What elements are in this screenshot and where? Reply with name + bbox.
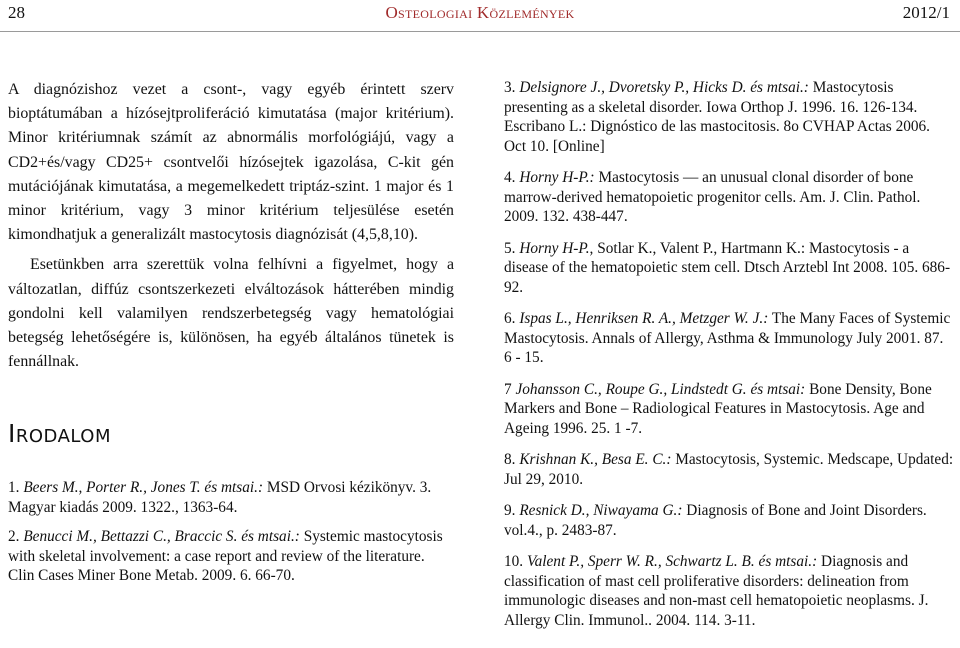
reference-text: MSD Orvosi kézikönyv. 3. Magyar kiadás 2009. 1322., 1363-64. — [8, 479, 432, 516]
reference-text: Diagnosis and classification of mast cell proliferative disorders: delineation from immunologic diseases and non-mast cell hematopoietic neoplasms. J. Allergy Clin. Immunol.. 2004. 114. 3-11. — [504, 553, 929, 629]
reference-item — [8, 527, 454, 586]
reference-authors: Ispas L., Henriksen R. A., Metzger W. J.: — [519, 310, 769, 327]
reference-number: 9. — [504, 502, 516, 519]
left-column — [8, 78, 454, 596]
reference-text: Sotlar K., Valent P., Hartmann K.: Mastocytosis - a disease of the hematopoietic stem cell. Dtsch Arztebl Int 2008. 105. 686-92. — [504, 239, 951, 296]
reference-text: Systemic mastocytosis with skeletal involvement: a case report and review of the literature. Clin Cases Miner Bone Metab. 2009. 6. 66-70. — [8, 528, 443, 585]
reference-authors: Resnick D., Niwayama G.: — [519, 502, 683, 519]
reference-item — [504, 552, 954, 630]
reference-text: Bone Density, Bone Markers and Bone – Radiological Features in Mastocytosis. Age and Ageing 1996. 25. 1 -7. — [504, 380, 932, 437]
reference-text: Mastocytosis — an unusual clonal disorder of bone marrow-derived hematopoietic progenitor cells. Am. J. Clin. Pathol. 2009. 132. 438-447. — [504, 169, 921, 225]
reference-authors: Krishnan K., Besa E. C.: — [519, 451, 672, 468]
reference-number: 3. — [504, 79, 516, 96]
reference-item — [8, 478, 454, 517]
references-heading: Irodalom — [8, 419, 111, 449]
reference-authors: Johansson C., Roupe G., Lindstedt G. és mtsai: — [515, 380, 806, 398]
page-number: 28 — [8, 3, 25, 22]
body-paragraph-1: A diagnózishoz vezet a csont-, vagy egyéb érintett szerv bioptátumában a hízósejtproliferáció kimutatása (major kritérium). Minor kritériumnak számít az abnormális morfológiájú, vagy a CD2+és/vagy CD25+ csontvelői hízósejtek igazolása, C-kit gén mutációjának kimutatása, a megemelkedett triptáz-szint. 1 major és 1 minor kritérium, vagy 3 minor kritérium teljesülése esetén kimondhatjuk a generalizált mastocytosis diagnózisát (4,5,8,10). — [8, 81, 454, 244]
reference-number: 7 — [504, 380, 512, 398]
reference-text: Diagnosis of Bone and Joint Disorders. vol.4., p. 2483-87. — [504, 502, 927, 539]
reference-authors: Horny H-P., — [519, 239, 594, 257]
right-column — [504, 78, 954, 642]
reference-item — [504, 380, 954, 439]
reference-number: 4. — [504, 169, 516, 186]
reference-number: 8. — [504, 451, 516, 468]
reference-text: Mastocytosis, Systemic. Medscape, Updated: Jul 29, 2010. — [504, 451, 954, 488]
reference-number: 5. — [504, 239, 516, 257]
reference-text: Mastocytosis presenting as a skeletal disorder. Iowa Orthop J. 1996. 16. 126-134. Escribano L.: Dignóstico de las mastocitosis. 8o CVHAP Actas 2006. Oct 10. [Online] — [504, 79, 931, 155]
issue-number: 2012/1 — [902, 3, 950, 22]
reference-authors: Benucci M., Bettazzi C., Braccic S. és mtsai.: — [23, 528, 300, 546]
reference-authors: Delsignore J., Dvoretsky P., Hicks D. és mtsai.: — [519, 79, 809, 96]
reference-number: 6. — [504, 310, 516, 327]
body-paragraph-2: Esetünkben arra szerettük volna felhívni a figyelmet, hogy a változatlan, diffúz csontszerkezeti elváltozások hátterében mindig gondolni kell valamilyen rendszerbetegség vagy hematológiai betegség lehetőségére is, különösen, ha egyéb általános tünetek is fennállnak. — [8, 256, 454, 371]
reference-number: 2. — [8, 528, 20, 546]
reference-number: 1. — [8, 479, 20, 497]
journal-title: Osteologiai Közlemények — [385, 3, 575, 22]
page-header — [0, 0, 960, 30]
reference-item — [504, 309, 954, 368]
reference-authors: Beers M., Porter R., Jones T. és mtsai.: — [23, 479, 264, 497]
reference-text: The Many Faces of Systemic Mastocytosis. Annals of Allergy, Asthma & Immunology July 2001. 87. 6 - 15. — [504, 310, 951, 366]
reference-authors: Valent P., Sperr W. R., Schwartz L. B. és mtsai.: — [526, 553, 818, 570]
header-rule — [0, 31, 960, 32]
reference-item — [504, 450, 954, 489]
reference-authors: Horny H-P.: — [519, 169, 595, 186]
reference-item — [504, 239, 954, 298]
reference-item — [504, 168, 954, 227]
reference-item — [504, 78, 954, 156]
reference-item — [504, 501, 954, 540]
reference-number: 10. — [504, 553, 524, 570]
